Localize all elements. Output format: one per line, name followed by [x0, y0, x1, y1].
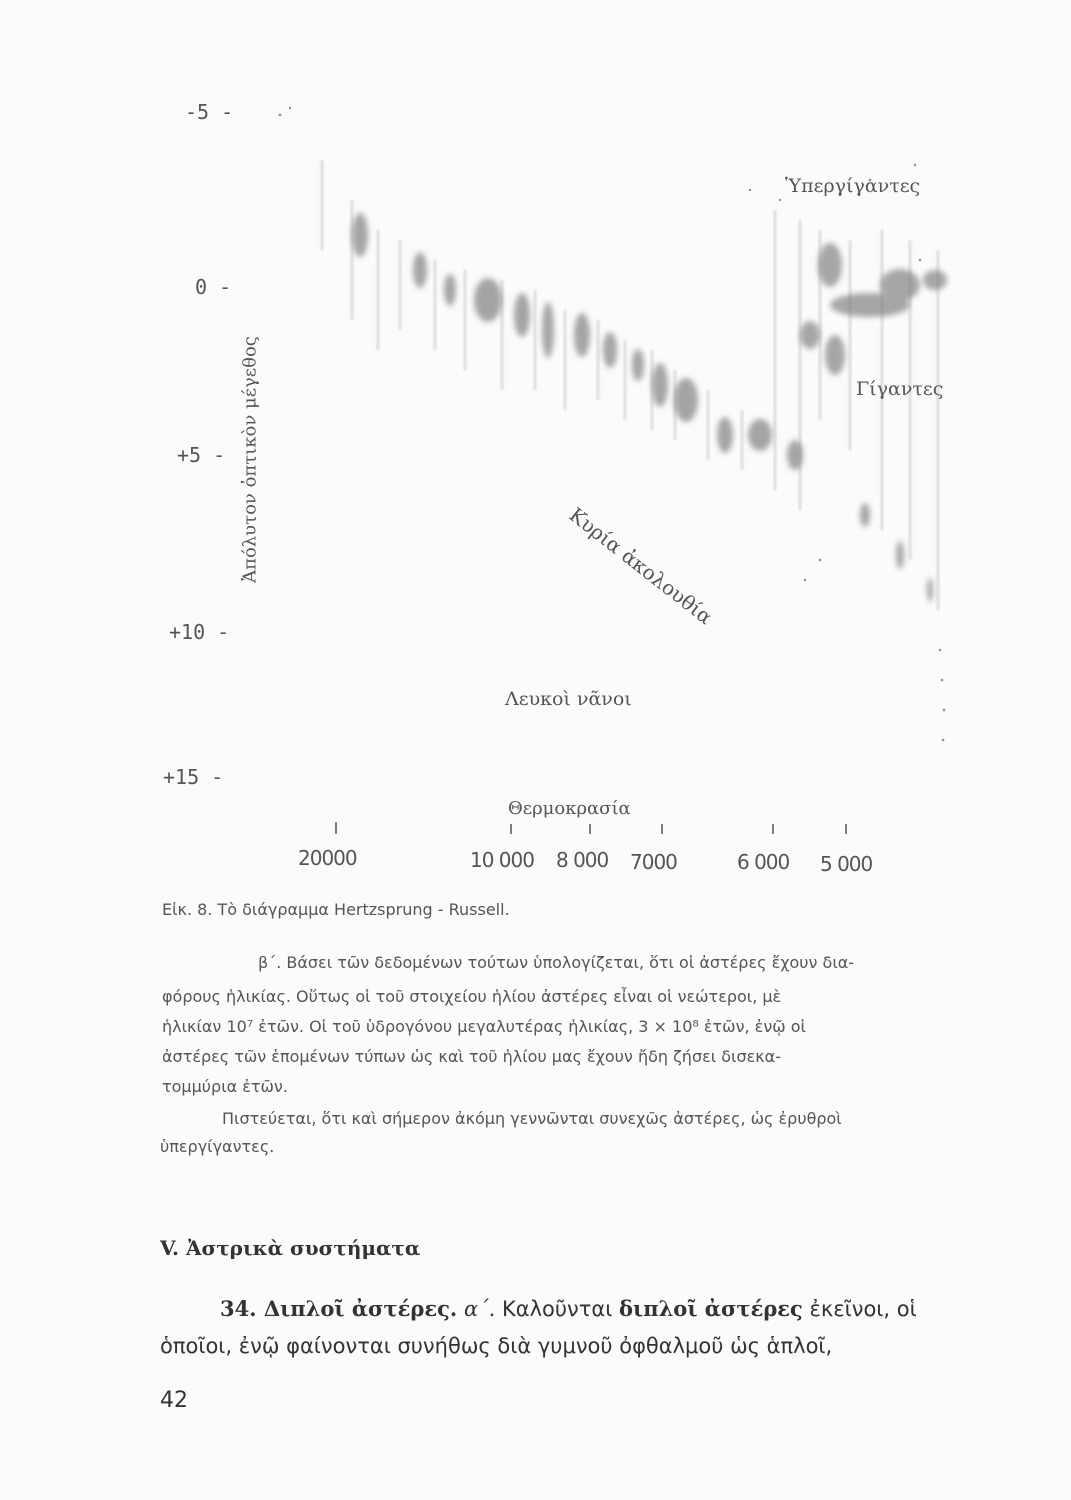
paragraph-line: φόρους ἡλικίας. Οὕτως οἱ τοῦ στοιχείου ἡλίου ἀστέρες εἶναι οἱ νεώτεροι, μὲ	[162, 987, 782, 1006]
line1-post: ἐκεῖνοι, οἱ	[809, 1297, 917, 1321]
paragraph-line: ἡλικίαν 10⁷ ἐτῶν. Οἱ τοῦ ὑδρογόνου μεγαλυτέρας ἡλικίας, 3 × 10⁸ ἐτῶν, ἐνῷ οἱ	[162, 1017, 806, 1036]
paragraph-line: Πιστεύεται, ὅτι καὶ σήμερον ἀκόμη γεννῶνται συνεχῶς ἀστέρες, ὡς ἐρυθροὶ	[222, 1109, 842, 1128]
y-tick-0: 0 -	[195, 275, 232, 299]
x-tick-5000: 5 000	[820, 852, 873, 876]
x-tick-7000: 7000	[630, 850, 677, 874]
giants-cluster	[800, 243, 947, 375]
y-tick-plus5: +5 -	[177, 443, 226, 467]
figure-caption: Εἰκ. 8. Τὸ διάγραμμα Hertzsprung - Russell.	[162, 900, 510, 919]
x-tick-10000: 10 000	[470, 848, 534, 872]
paragraph-line: ὑπεργίγαντες.	[160, 1137, 275, 1156]
line1-pre: Καλοῦνται	[501, 1297, 613, 1321]
section-heading: V. Ἀστρικὰ συστήματα	[160, 1236, 421, 1260]
subsection-letter: α΄.	[463, 1297, 496, 1321]
label-white-dwarfs: Λευκοὶ νᾶνοι	[505, 688, 632, 710]
subsection-title: 34. Διπλοῖ ἀστέρες.	[220, 1296, 458, 1321]
label-main-sequence: Κυρία ἀκολουθία	[564, 502, 718, 630]
x-tick-6000: 6 000	[737, 850, 790, 874]
y-tick-minus5: -5 -	[185, 100, 234, 124]
paragraph-line: τομμύρια ἐτῶν.	[162, 1077, 288, 1096]
label-supergiants: Ὑπεργίγαντες	[785, 175, 921, 197]
paragraph-line: ἀστέρες τῶν ἑπομένων τύπων ὡς καὶ τοῦ ἡλίου μας ἔχουν ἤδη ζήσει δισεκα-	[162, 1047, 781, 1066]
x-tick-20000: 20000	[298, 846, 357, 870]
x-tick-marks	[0, 820, 1071, 840]
paragraph-line: β΄. Βάσει τῶν δεδομένων τούτων ὑπολογίζεται, ὅτι οἱ ἀστέρες ἔχουν δια-	[258, 953, 855, 972]
subsection-line-2: ὁποῖοι, ἐνῷ φαίνονται συνήθως διὰ γυμνοῦ ὀφθαλμοῦ ὡς ἁπλοῖ,	[160, 1334, 833, 1358]
y-axis-label: Ἀπόλυτον ὀπτικὸν μέγεθος	[239, 336, 261, 583]
scatter-dots	[279, 107, 980, 742]
x-axis-title: Θερμοκρασία	[508, 798, 631, 819]
term-double-stars: διπλοῖ ἀστέρες	[619, 1296, 803, 1321]
label-giants: Γίγαντες	[856, 378, 944, 400]
main-sequence-cluster	[352, 213, 933, 602]
page-number: 42	[160, 1388, 188, 1413]
subsection-line-1	[220, 1296, 917, 1321]
y-tick-plus15: +15 -	[163, 765, 224, 789]
y-tick-plus10: +10 -	[169, 620, 230, 644]
x-tick-8000: 8 000	[556, 848, 609, 872]
